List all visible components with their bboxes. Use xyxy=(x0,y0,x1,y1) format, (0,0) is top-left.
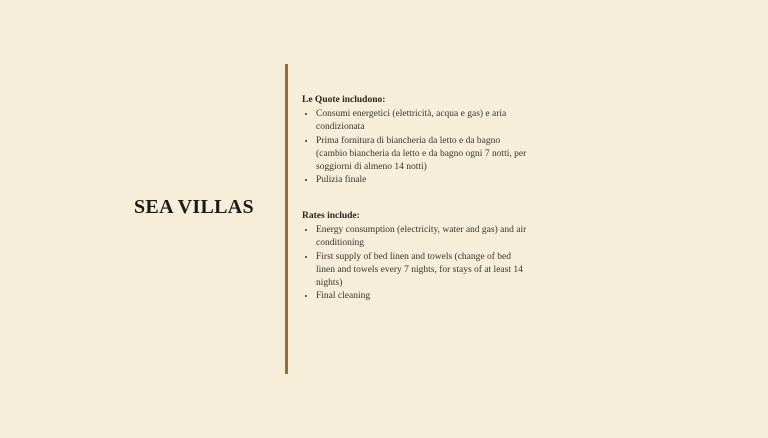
italian-rates-section xyxy=(302,94,532,187)
list-item: • Energy consumption (electricity, water and gas) and air conditioning xyxy=(316,224,532,250)
vertical-divider xyxy=(285,64,288,374)
english-rates-list xyxy=(302,224,532,303)
list-item: • Pulizia finale xyxy=(316,174,532,187)
list-item: • Prima fornitura di biancheria da letto e da bagno (cambio biancheria da letto e da bagno ogni 7 notti, per soggiorni di almeno 14 notti) xyxy=(316,135,532,175)
english-rates-section xyxy=(302,210,532,303)
italian-rates-heading: Le Quote includono: xyxy=(302,95,386,105)
page-title: SEA VILLAS xyxy=(134,196,254,218)
list-item: • Final cleaning xyxy=(316,290,532,303)
list-item: • First supply of bed linen and towels (change of bed linen and towels every 7 nights, for stays of at least 14 nights) xyxy=(316,251,532,291)
list-item: • Consumi energetici (elettricità, acqua e gas) e aria condizionata xyxy=(316,108,532,134)
english-rates-heading: Rates include: xyxy=(302,211,360,221)
italian-rates-list xyxy=(302,108,532,187)
